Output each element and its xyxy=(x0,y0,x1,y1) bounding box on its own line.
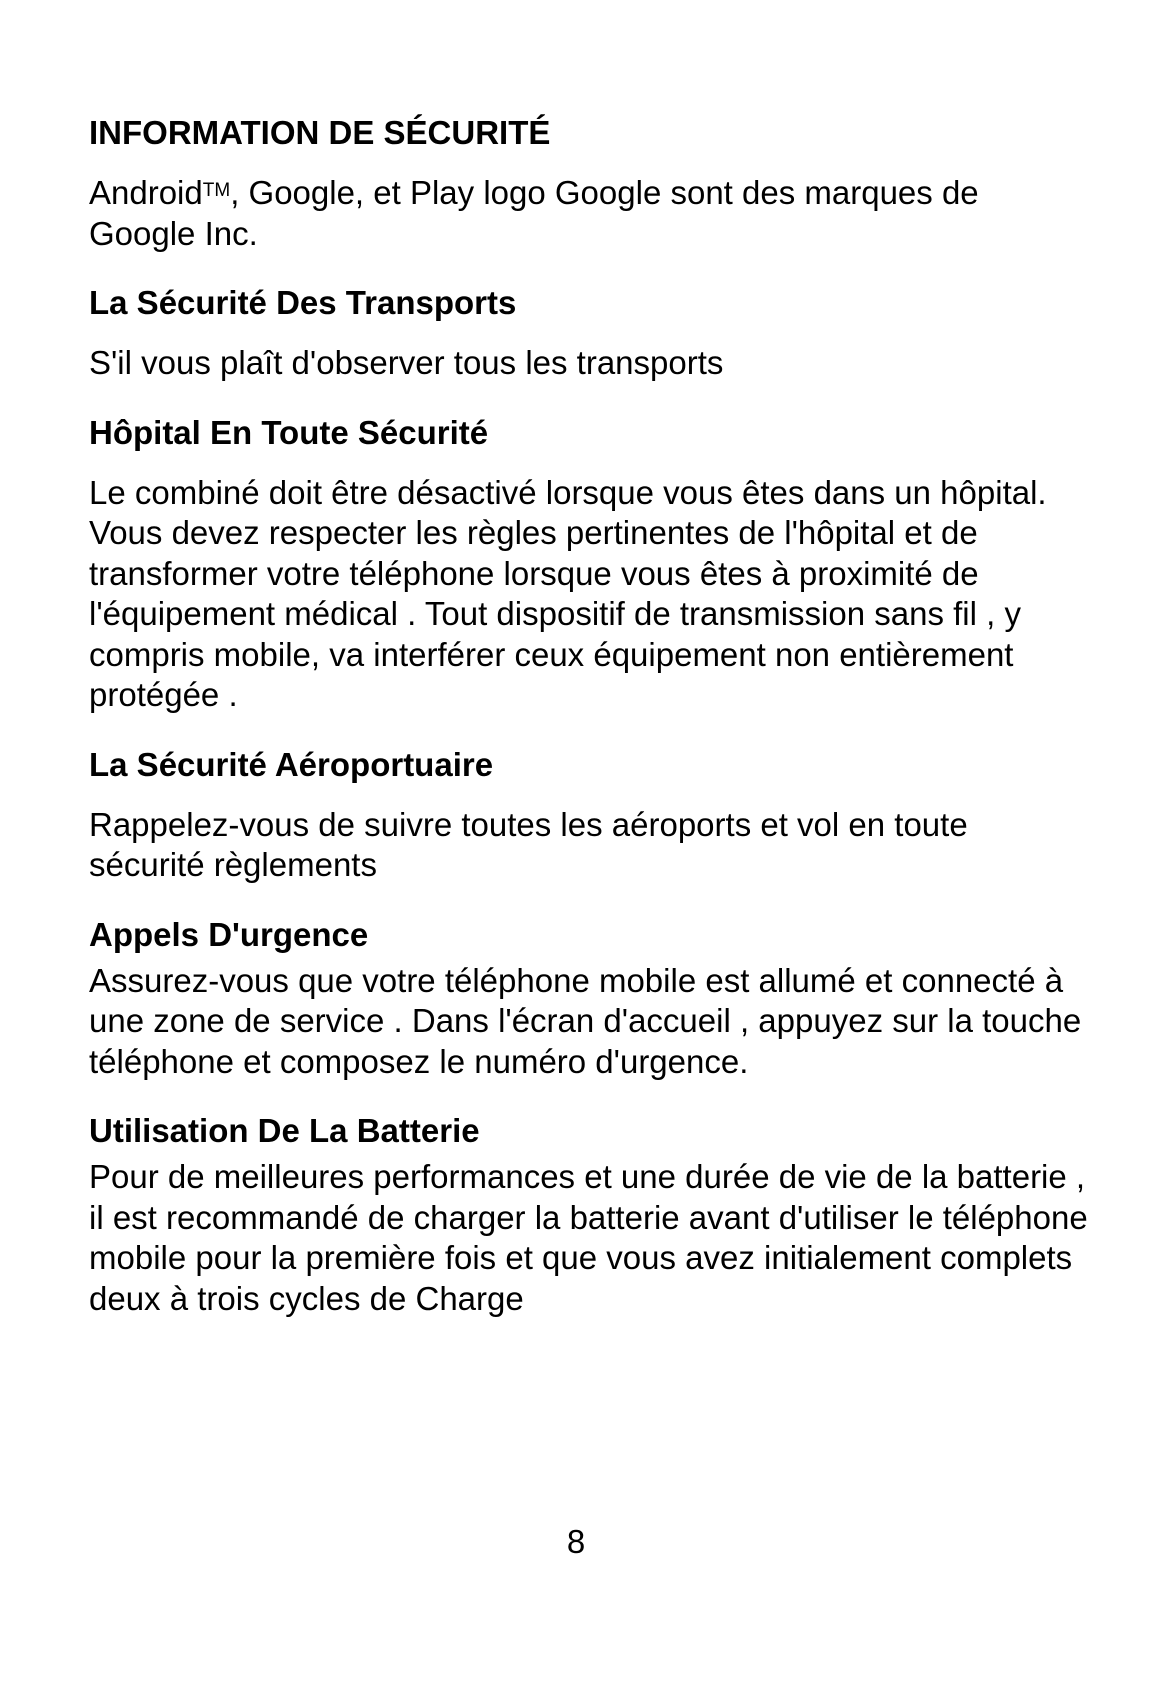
section-text-battery: Pour de meilleures performances et une durée de vie de la batterie , il est recommandé de charger la batterie avant d'utiliser le téléphone mobile pour la première fois et que vous avez initialement complets deux à trois cycles de Charge xyxy=(89,1158,1088,1317)
trademark-mark: TM xyxy=(202,180,231,201)
section-heading-emergency: Appels D'urgence xyxy=(89,915,369,953)
section-text-hospital-2: Vous devez respecter les règles pertinentes de l'hôpital et de transformer votre téléphone lorsque vous êtes à proximité de l'équipement médical . Tout dispositif de transmission sans fil , y compris mobile, va interférer ceux équipement non entièrement protégée . xyxy=(89,514,1021,713)
section-text-hospital-1: Le combiné doit être désactivé lorsque vous êtes dans un hôpital. xyxy=(89,473,1047,511)
section-text-emergency: Assurez-vous que votre téléphone mobile est allumé et connecté à une zone de service . Dans l'écran d'accueil , appuyez sur la touche téléphone et composez le numéro d'urgence. xyxy=(89,961,1082,1080)
section-heading-transports: La Sécurité Des Transports xyxy=(89,284,517,321)
intro-paragraph xyxy=(89,173,1089,254)
section-text-airport: Rappelez-vous de suivre toutes les aéroports et vol en toute sécurité règlements xyxy=(89,805,968,883)
page-number: 8 xyxy=(566,1523,586,1560)
page-title: INFORMATION DE SÉCURITÉ xyxy=(89,114,551,151)
document-page xyxy=(89,113,1089,1319)
section-heading-hospital: Hôpital En Toute Sécurité xyxy=(89,413,489,451)
section-heading-airport: La Sécurité Aéroportuaire xyxy=(89,745,494,783)
section-heading-battery: Utilisation De La Batterie xyxy=(89,1112,480,1149)
intro-brand: Android xyxy=(89,174,203,211)
section-text-transports: S'il vous plaît d'observer tous les transports xyxy=(89,344,724,381)
intro-text: , Google, et Play logo Google sont des marques de Google Inc. xyxy=(89,174,979,252)
